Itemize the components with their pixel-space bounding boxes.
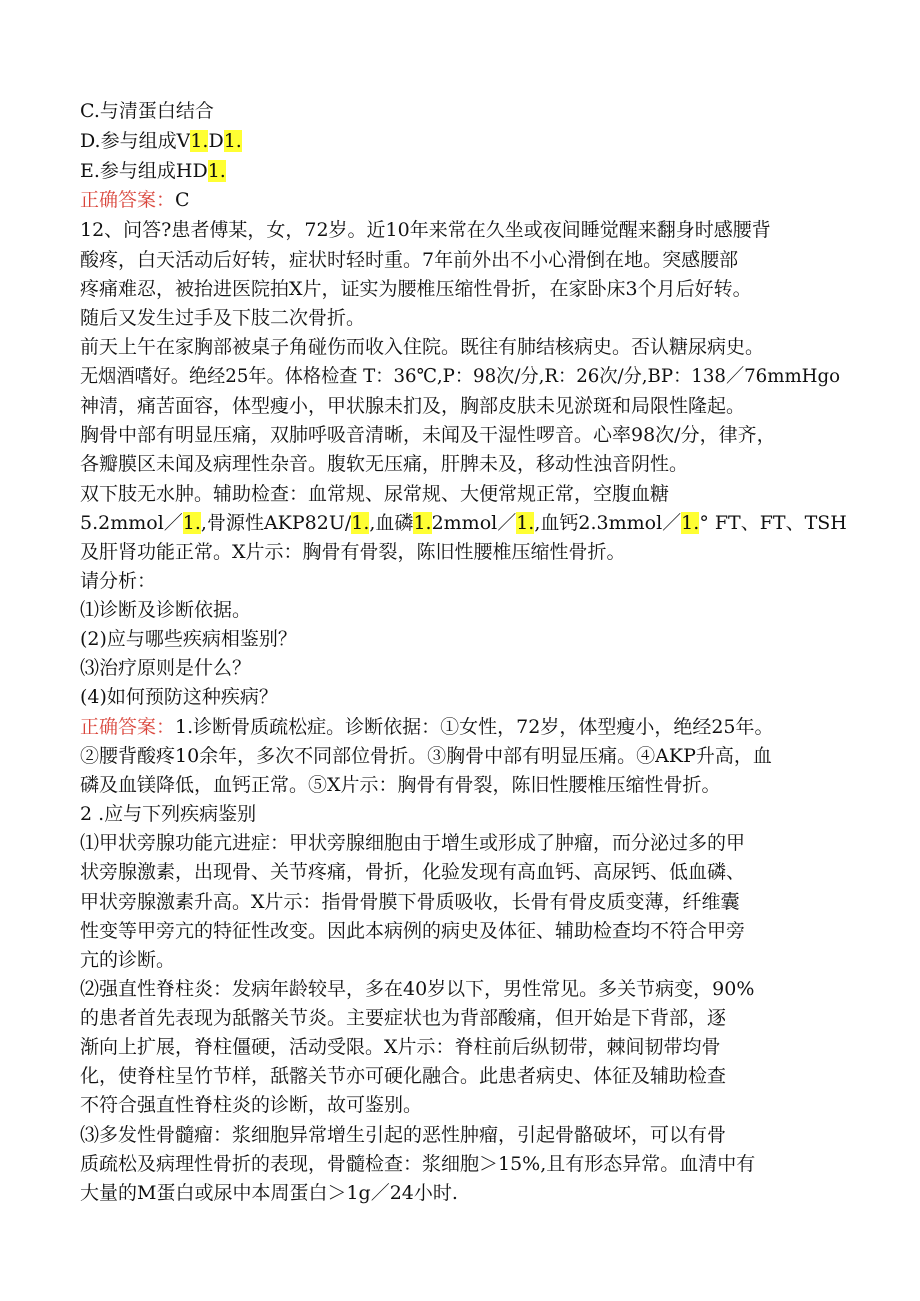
- text-segment: 磷及血镁降低，血钙正常。⑤X片示：胸骨有骨裂，陈旧性腰椎压缩性骨折。: [80, 774, 721, 796]
- text-line: [80, 1033, 721, 1061]
- text-line: [80, 917, 745, 945]
- text-segment: 双下肢无水肿。辅助检查：血常规、尿常规、大便常规正常，空腹血糖: [80, 483, 670, 505]
- text-segment: 渐向上扩展，脊柱僵硬，活动受限。X片示：脊柱前后纵韧带，棘间韧带均骨: [80, 1036, 721, 1058]
- text-segment: 甲状旁腺激素升高。X片示：指骨骨膜下骨质吸收，长骨有骨皮质变薄，纤维囊: [80, 891, 740, 913]
- highlighted-text: 1.: [182, 512, 201, 534]
- text-line: [80, 858, 745, 886]
- text-segment: 各瓣膜区未闻及病理性杂音。腹软无压痛，肝脾未及，移动性浊音阴性。: [80, 453, 689, 475]
- text-line: [80, 567, 156, 595]
- highlighted-text: 1.: [207, 160, 226, 182]
- text-line: [80, 1091, 422, 1119]
- text-line: [80, 625, 297, 653]
- text-line: [80, 1062, 726, 1090]
- text-line: [80, 216, 771, 244]
- text-segment: 及肝肾功能正常。X片示：胸骨有骨裂，陈旧性腰椎压缩性骨折。: [80, 541, 626, 563]
- text-line: [80, 275, 752, 303]
- text-segment: ,骨源性AKP82U/: [200, 512, 352, 534]
- text-segment: C.与清蛋白结合: [80, 100, 214, 122]
- text-line: [80, 946, 175, 974]
- text-line: [80, 157, 226, 185]
- text-line: [80, 509, 847, 537]
- text-line: [80, 186, 190, 214]
- text-segment: 的患者首先表现为舐髂关节炎。主要症状也为背部酸痛，但开始是下背部，逐: [80, 1007, 727, 1029]
- text-line: [80, 713, 774, 741]
- text-segment: 胸骨中部有明显压痛，双肺呼吸音清晰，未闻及干湿性啰音。心率98次/分，律齐，: [80, 424, 776, 446]
- text-segment: 神清，痛苦面容，体型瘦小，甲状腺未扪及，胸部皮肤未见淤斑和局限性隆起。: [80, 395, 746, 417]
- text-line: [80, 800, 256, 828]
- highlighted-text: 1.: [190, 130, 209, 152]
- text-segment: 请分析：: [80, 570, 157, 592]
- text-segment: 12、问答?患者傅某，女，72岁。近10年来常在久坐或夜间睡觉醒来翻身时感腰背: [80, 219, 771, 241]
- highlighted-text: 1.: [681, 512, 700, 534]
- text-segment: ⑴诊断及诊断依据。: [80, 599, 252, 621]
- text-segment: E.参与组成HD: [80, 160, 208, 182]
- text-segment: 1.诊断骨质疏松症。诊断依据：①女性，72岁，体型瘦小，绝经25年。: [175, 716, 774, 738]
- text-line: [80, 888, 740, 916]
- text-line: [80, 97, 214, 125]
- text-line: [80, 304, 365, 332]
- text-line: [80, 829, 745, 857]
- text-segment: 2mmol／: [431, 512, 517, 534]
- text-segment: ⑵强直性脊柱炎：发病年龄较早，多在40岁以下，男性常见。多关节病变，90%: [80, 978, 755, 1000]
- text-segment: 性变等甲旁亢的特征性改变。因此本病例的病史及体征、辅助检查均不符合甲旁: [80, 920, 746, 942]
- text-segment: 状旁腺激素，出现骨、关节疼痛，骨折，化验发现有高血钙、高尿钙、低血磷、: [80, 861, 746, 883]
- text-line: [80, 127, 242, 155]
- text-segment: 酸疼，白天活动后好转，症状时轻时重。7年前外出不小心滑倒在地。突感腰部: [80, 249, 739, 271]
- text-segment: (2)应与哪些疾病相鉴别？: [80, 628, 297, 650]
- text-line: [80, 392, 745, 420]
- text-segment: ⑴甲状旁腺功能亢进症：甲状旁腺细胞由于增生或形成了肿瘤，而分泌过多的甲: [80, 832, 746, 854]
- text-line: [80, 1004, 726, 1032]
- text-segment: 亢的诊断。: [80, 949, 176, 971]
- answer-label: 正确答案：: [80, 716, 176, 738]
- text-line: [80, 654, 251, 682]
- text-segment: 大量的M蛋白或尿中本周蛋白＞1g／24小时.: [80, 1182, 458, 1204]
- highlighted-text: 1.: [516, 512, 535, 534]
- text-line: [80, 975, 754, 1003]
- text-segment: ,血钙2.3mmol／: [534, 512, 682, 534]
- text-segment: C: [175, 189, 190, 211]
- text-line: [80, 1150, 755, 1178]
- text-segment: 化，使脊柱呈竹节样，舐髂关节亦可硬化融合。此患者病史、体征及辅助检查: [80, 1065, 727, 1087]
- highlighted-text: 1.: [223, 130, 242, 152]
- highlighted-text: 1.: [413, 512, 432, 534]
- text-line: [80, 1121, 726, 1149]
- text-line: [80, 742, 772, 770]
- highlighted-text: 1.: [351, 512, 370, 534]
- text-segment: 疼痛难忍，被抬进医院拍X片，证实为腰椎压缩性骨折，在家卧床3个月后好转。: [80, 278, 752, 300]
- text-line: [80, 596, 251, 624]
- text-segment: 质疏松及病理性骨折的表现，骨髓检查：浆细胞＞15%,且有形态异常。血清中有: [80, 1153, 756, 1175]
- text-line: [80, 480, 669, 508]
- text-segment: 5.2mmol／: [80, 512, 183, 534]
- text-segment: ° FT、FT、TSH: [699, 512, 847, 534]
- text-segment: 随后又发生过手及下肢二次骨折。: [80, 307, 366, 329]
- text-segment: ⑶治疗原则是什么？: [80, 657, 252, 679]
- text-segment: ⑶多发性骨髓瘤：浆细胞异常增生引起的恶性肿瘤，引起骨骼破坏，可以有骨: [80, 1124, 727, 1146]
- text-segment: (4)如何预防这种疾病？: [80, 686, 278, 708]
- text-line: [80, 421, 776, 449]
- text-line: [80, 362, 840, 390]
- text-segment: D: [208, 130, 224, 152]
- text-line: [80, 333, 764, 361]
- text-segment: ②腰背酸疼10余年，多次不同部位骨折。③胸骨中部有明显压痛。④AKP升高，血: [80, 745, 772, 767]
- text-line: [80, 450, 688, 478]
- text-segment: 无烟酒嗜好。绝经25年。体格检查 T：36℃,P：98次/分,R：26次/分,BP：138／76mmHgo: [80, 365, 841, 387]
- text-line: [80, 771, 721, 799]
- text-segment: 前天上午在家胸部被桌子角碰伤而收入住院。既往有肺结核病史。否认糖尿病史。: [80, 336, 765, 358]
- text-line: [80, 683, 278, 711]
- text-line: [80, 1179, 458, 1207]
- text-segment: D.参与组成V: [80, 130, 191, 152]
- answer-label: 正确答案：: [80, 189, 176, 211]
- text-line: [80, 538, 626, 566]
- text-segment: ,血磷: [369, 512, 414, 534]
- text-segment: 不符合强直性脊柱炎的诊断，故可鉴别。: [80, 1094, 423, 1116]
- text-line: [80, 246, 738, 274]
- text-segment: 2 .应与下列疾病鉴别: [80, 803, 257, 825]
